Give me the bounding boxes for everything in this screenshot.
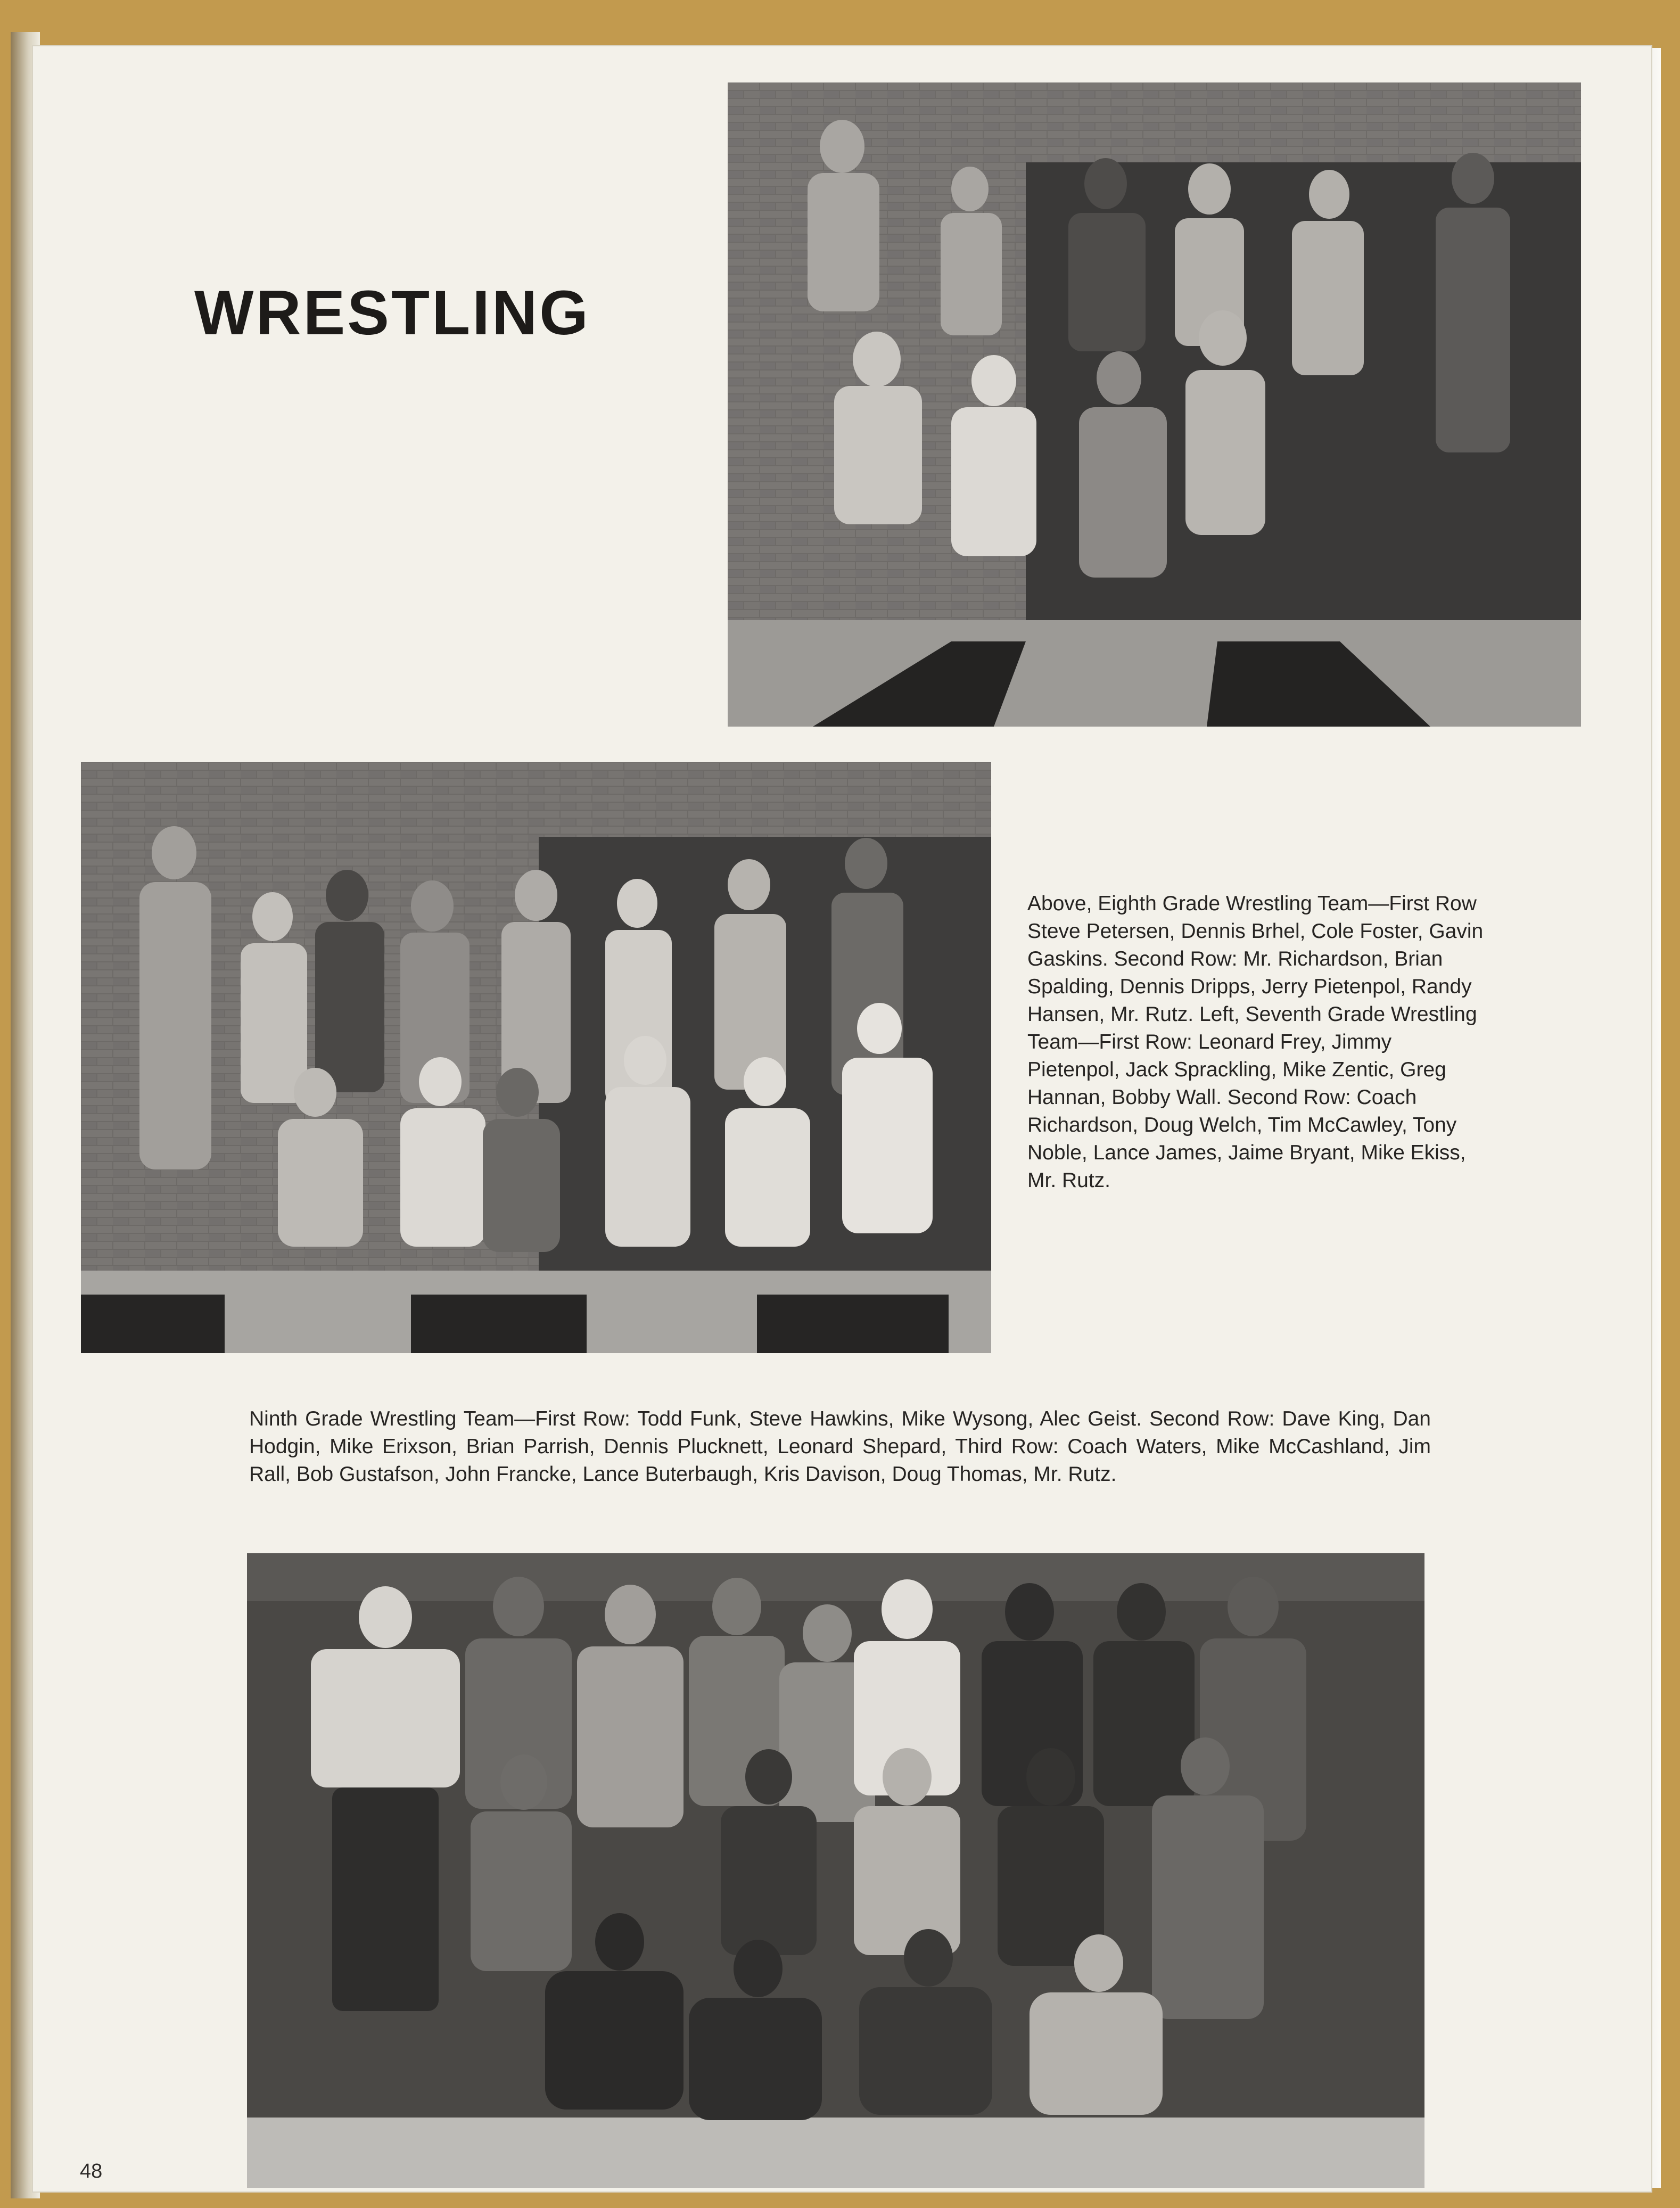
page-number: 48	[80, 2160, 103, 2182]
ninth-grade-caption: Ninth Grade Wrestling Team—First Row: Todd Funk, Steve Hawkins, Mike Wysong, Alec Geist. Second Row: Dave King, Dan Hodgin, Mike Erixson, Brian Parrish, Dennis Plucknett, Leonard Shepard, Third Row: Coach Waters, Mike McCashland, Jim Rall, Bob Gustafson, John Francke, Lance Buterbaugh, Kris Davison, Doug Thomas, Mr. Rutz.	[249, 1407, 1431, 1486]
eighth-grade-team-photo	[728, 83, 1581, 727]
page-title: WRESTLING	[194, 278, 590, 348]
ninth-grade-team-photo	[247, 1553, 1424, 2188]
eighth-seventh-caption: Above, Eighth Grade Wrestling Team—First Row Steve Petersen, Dennis Brhel, Cole Foster, Gavin Gaskins. Second Row: Mr. Richardson, Brian Spalding, Dennis Dripps, Jerry Pietenpol, Randy Hansen, Mr. Rutz. Left, Seventh Grade Wrestling Team—First Row: Leonard Frey, Jimmy Pietenpol, Jack Sprackling, Mike Zentic, Greg Hannan, Bobby Wall. Second Row: Coach Richardson, Doug Welch, Tim McCawley, Tony Noble, Lance James, Jaime Bryant, Mike Ekiss, Mr. Rutz.	[1027, 892, 1484, 1192]
seventh-grade-team-photo	[81, 762, 991, 1353]
